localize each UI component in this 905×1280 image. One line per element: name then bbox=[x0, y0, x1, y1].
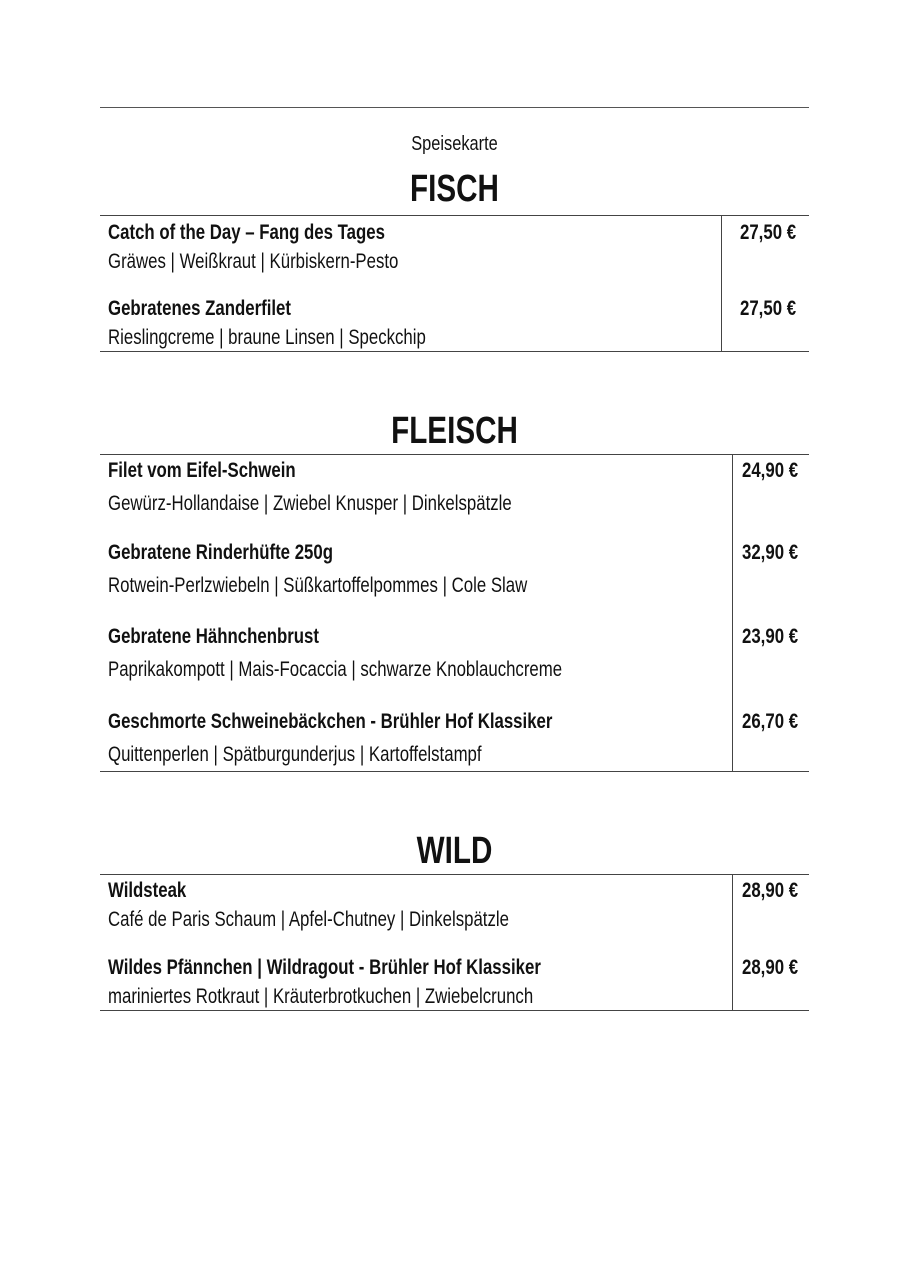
dish-price: 27,50 € bbox=[740, 221, 797, 244]
dish-description: Quittenperlen | Spätburgunderjus | Kartoffelstampf bbox=[108, 743, 482, 766]
menu-table-fleisch bbox=[100, 454, 809, 772]
dish-description: mariniertes Rotkraut | Kräuterbrotkuchen | Zwiebelcrunch bbox=[108, 985, 534, 1008]
dish-item bbox=[108, 879, 609, 932]
dish-price: 32,90 € bbox=[742, 541, 799, 564]
section-title-fleisch: FLEISCH bbox=[391, 410, 518, 452]
top-rule bbox=[100, 107, 809, 108]
section-title-fisch: FISCH bbox=[410, 168, 499, 210]
price-divider bbox=[732, 875, 733, 1010]
dish-item bbox=[108, 459, 613, 516]
dish-description: Rieslingcreme | braune Linsen | Speckchip bbox=[108, 326, 426, 349]
dish-name: Filet vom Eifel-Schwein bbox=[108, 459, 296, 482]
dish-item bbox=[108, 956, 649, 1009]
dish-item bbox=[108, 625, 676, 682]
dish-item bbox=[108, 710, 664, 767]
price-divider bbox=[721, 216, 722, 351]
dish-item bbox=[108, 221, 471, 274]
menu-table-wild bbox=[100, 874, 809, 1011]
dish-name: Gebratene Hähnchenbrust bbox=[108, 625, 319, 648]
page-label: Speisekarte bbox=[411, 133, 498, 155]
dish-description: Paprikakompott | Mais-Focaccia | schwarze Knoblauchcreme bbox=[108, 658, 563, 681]
dish-name: Wildes Pfännchen | Wildragout - Brühler Hof Klassiker bbox=[108, 956, 541, 979]
dish-description: Rotwein-Perlzwiebeln | Süßkartoffelpommes | Cole Slaw bbox=[108, 574, 528, 597]
dish-name: Gebratenes Zanderfilet bbox=[108, 297, 291, 320]
dish-name: Catch of the Day – Fang des Tages bbox=[108, 221, 385, 244]
price-divider bbox=[732, 455, 733, 771]
dish-description: Gräwes | Weißkraut | Kürbiskern-Pesto bbox=[108, 250, 399, 273]
dish-price: 26,70 € bbox=[742, 710, 799, 733]
dish-name: Wildsteak bbox=[108, 879, 187, 902]
section-title-wild: WILD bbox=[416, 830, 493, 872]
dish-description: Café de Paris Schaum | Apfel-Chutney | Dinkelspätzle bbox=[108, 908, 509, 931]
dish-price: 23,90 € bbox=[742, 625, 799, 648]
dish-item bbox=[108, 541, 632, 598]
dish-price: 28,90 € bbox=[742, 879, 799, 902]
dish-price: 28,90 € bbox=[742, 956, 799, 979]
dish-price: 27,50 € bbox=[740, 297, 797, 320]
dish-name: Geschmorte Schweinebäckchen - Brühler Hof Klassiker bbox=[108, 710, 553, 733]
menu-table-fisch bbox=[100, 215, 809, 352]
dish-description: Gewürz-Hollandaise | Zwiebel Knusper | Dinkelspätzle bbox=[108, 492, 512, 515]
dish-price: 24,90 € bbox=[742, 459, 799, 482]
dish-item bbox=[108, 297, 505, 350]
dish-name: Gebratene Rinderhüfte 250g bbox=[108, 541, 333, 564]
